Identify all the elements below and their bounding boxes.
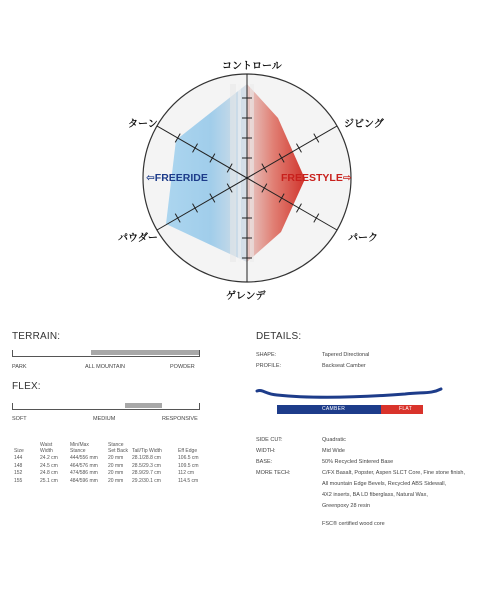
- header-cell: Width: [40, 448, 53, 454]
- terrain-title: TERRAIN:: [12, 331, 61, 342]
- table-row: [12, 478, 201, 486]
- table-cell: 28.9/29.7 cm: [132, 470, 161, 476]
- label-powder: パウダー: [118, 233, 158, 244]
- table-cell: 148: [14, 462, 23, 469]
- detail-value: Backseat Camber: [322, 363, 366, 369]
- detail-value: 4X2 inserts, BA LD fiberglass, Natural Wax,: [322, 492, 428, 498]
- table-cell: 484/596 mm: [70, 477, 98, 484]
- table-cell: 20 mm: [108, 455, 124, 461]
- table-cell: 112 cm: [178, 470, 195, 476]
- label-slope: ゲレンデ: [226, 291, 266, 302]
- detail-key: BASE:: [256, 459, 273, 465]
- table-cell: 444/556 mm: [70, 455, 98, 461]
- terrain-label-powder: POWDER: [170, 364, 195, 370]
- detail-key: SIDE CUT:: [256, 437, 283, 443]
- spec-table: [12, 442, 201, 485]
- table-row: [12, 470, 201, 478]
- detail-value: Tapered Directional: [322, 352, 370, 358]
- table-cell: 144: [14, 455, 23, 461]
- detail-value: All mountain Edge Bevels, Recycled ABS Sidewall,: [322, 481, 447, 487]
- fsc-note: [322, 521, 385, 527]
- table-cell: 25.1 cm: [40, 477, 58, 484]
- table-cell: 152: [14, 470, 23, 476]
- flex-bar: [12, 403, 200, 410]
- detail-value: Greenpoxy 28 resin: [322, 503, 370, 509]
- table-cell: 155: [14, 477, 23, 484]
- board-profile-graphic: [255, 383, 445, 423]
- flat-label: FLAT: [399, 406, 413, 412]
- detail-key: SHAPE:: [256, 352, 277, 358]
- detail-key: MORE TECH:: [256, 470, 291, 476]
- label-control: コントロール: [222, 61, 282, 72]
- table-cell: 464/576 mm: [70, 462, 98, 469]
- header-cell: Stance: [70, 448, 86, 454]
- table-cell: 20 mm: [108, 477, 124, 484]
- table-cell: 28.1/28.8 cm: [132, 455, 161, 461]
- detail-value: Mid Wide: [322, 448, 345, 454]
- detail-key: PROFILE:: [256, 363, 282, 369]
- freeride-tag: ⇦FREERIDE: [146, 172, 208, 184]
- label-turn: ターン: [128, 119, 158, 130]
- board-profile-curve: [257, 389, 441, 397]
- table-cell: 114.5 cm: [178, 477, 199, 484]
- table-cell: 20 mm: [108, 470, 124, 476]
- flex-label-medium: MEDIUM: [93, 416, 116, 422]
- header-cell: Min/Max: [70, 442, 89, 448]
- table-cell: 20 mm: [108, 462, 124, 469]
- table-row: [12, 463, 201, 471]
- header-cell: Tail/Tip Width: [132, 448, 162, 454]
- freestyle-tag: FREESTYLE⇨: [281, 172, 352, 184]
- terrain-label-park: PARK: [12, 364, 27, 370]
- flex-title: FLEX:: [12, 381, 41, 392]
- header-cell: Set Back: [108, 448, 129, 454]
- header-cell: Eff Edge: [178, 448, 198, 454]
- table-cell: 29.2/30.1 cm: [132, 477, 161, 484]
- fsc-text: FSC® certified wood core: [322, 521, 385, 527]
- detail-value: Quadratic: [322, 437, 346, 443]
- table-cell: 106.5 cm: [178, 455, 199, 461]
- flex-label-soft: SOFT: [12, 416, 27, 422]
- terrain-label-all-mountain: ALL MOUNTAIN: [85, 364, 126, 370]
- header-cell: Size: [14, 448, 24, 454]
- flex-label-responsive: RESPONSIVE: [162, 416, 198, 422]
- spec-table-header: [12, 442, 201, 455]
- table-cell: 24.2 cm: [40, 455, 58, 461]
- terrain-fill: [91, 350, 199, 355]
- label-park: パーク: [348, 233, 378, 244]
- terrain-bar: [12, 350, 200, 357]
- table-cell: 474/586 mm: [70, 470, 98, 476]
- camber-label: CAMBER: [322, 406, 346, 412]
- header-cell: Waist: [40, 442, 53, 448]
- table-row: [12, 455, 201, 463]
- table-cell: 109.5 cm: [178, 462, 199, 469]
- flex-fill: [125, 403, 162, 408]
- detail-value: C/FX Basalt, Popster, Aspen SLCT Core, Fine stone finish,: [322, 470, 465, 476]
- table-cell: 24.5 cm: [40, 462, 58, 469]
- details-title: DETAILS:: [256, 331, 302, 342]
- detail-value: 50% Recycled Sintered Base: [322, 459, 394, 465]
- header-cell: Stance: [108, 442, 124, 448]
- table-cell: 24.8 cm: [40, 470, 58, 476]
- table-cell: 28.5/29.3 cm: [132, 462, 161, 469]
- detail-key: WIDTH:: [256, 448, 276, 454]
- label-jibbing: ジビング: [344, 119, 384, 130]
